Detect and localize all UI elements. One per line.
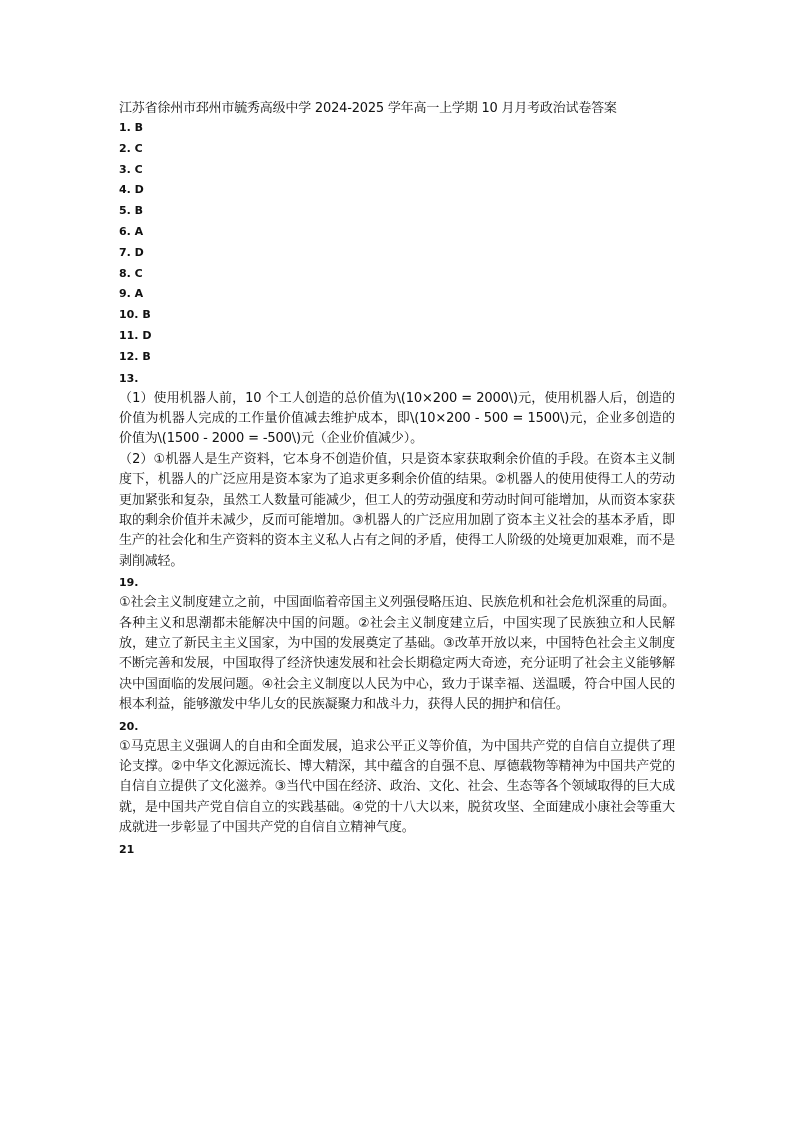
question-13-part-2: （2）①机器人是生产资料，它本身不创造价值，只是资本家获取剩余价值的手段。在资本主义制度下，机器人的广泛应用是资本家为了追求更多剩余价值的结果。②机器人的使用使得工人的劳动更加紧张和复杂，虽然工人数量可能减少，但工人的劳动强度和劳动时间可能增加，从而资本家获取的剩余价值并未减少，反而可能增加。③机器人的广泛应用加剧了资本主义社会的基本矛盾，即生产的社会化和生产资料的资本主义私人占有之间的矛盾，使得工人阶级的处境更加艰难，而不是剥削减轻。 (119, 451, 675, 569)
answer-item: 7. D (119, 245, 144, 259)
answer-item: 8. C (119, 266, 143, 280)
question-21-number: 21 (119, 842, 135, 856)
answer-item: 11. D (119, 328, 152, 342)
question-20-answer: ①马克思主义强调人的自由和全面发展，追求公平正义等价值，为中国共产党的自信自立提供了理论支撑。②中华文化源远流长、博大精深，其中蕴含的自强不息、厚德载物等精神为中国共产党的自信自立提供了文化滋养。③当代中国在经济、政治、文化、社会、生态等各个领域取得的巨大成就，是中国共产党自信自立的实践基础。④党的十八大以来，脱贫攻坚、全面建成小康社会等重大成就进一步彰显了中国共产党的自信自立精神气度。 (119, 738, 675, 836)
question-20-number: 20. (119, 719, 139, 733)
answer-item: 4. D (119, 183, 144, 197)
question-20-block (119, 716, 675, 839)
answer-item: 12. B (119, 349, 151, 363)
question-13-part-1: （1）使用机器人前，10 个工人创造的总价值为\(10×200 = 2000\)元，使用机器人后，创造的价值为机器人完成的工作量价值减去维护成本，即\(10×200 - 500 = 1500\)元，企业多创造的价值为\(1500 - 2000 = -500\)元（企业价值减少）。 (119, 390, 675, 447)
answer-item: 5. B (119, 204, 144, 218)
answer-item: 3. C (119, 162, 143, 176)
question-19-block (119, 572, 675, 715)
answer-item: 9. A (119, 287, 144, 301)
question-21-block (119, 839, 675, 860)
answer-item: 1. B (119, 121, 144, 134)
document-title: 江苏省徐州市邳州市毓秀高级中学 2024-2025 学年高一上学期 10 月月考政治试卷答案 (119, 101, 617, 116)
question-13-number: 13. (119, 371, 139, 385)
question-13-block (119, 368, 675, 573)
answer-list (119, 118, 675, 368)
answer-item: 6. A (119, 224, 144, 238)
answer-item: 10. B (119, 308, 151, 322)
question-19-number: 19. (119, 576, 139, 590)
question-19-answer: ①社会主义制度建立之前，中国面临着帝国主义列强侵略压迫、民族危机和社会危机深重的局面。各种主义和思潮都未能解决中国的问题。②社会主义制度建立后，中国实现了民族独立和人民解放，建立了新民主主义国家，为中国的发展奠定了基础。③改革开放以来，中国特色社会主义制度不断完善和发展，中国取得了经济快速发展和社会长期稳定两大奇迹，充分证明了社会主义能够解决中国面临的发展问题。④社会主义制度以人民为中心，致力于谋幸福、送温暖，符合中国人民的根本利益，能够激发中华儿女的民族凝聚力和战斗力，获得人民的拥护和信任。 (119, 595, 675, 713)
answer-document (119, 100, 675, 860)
answer-item: 2. C (119, 141, 143, 155)
